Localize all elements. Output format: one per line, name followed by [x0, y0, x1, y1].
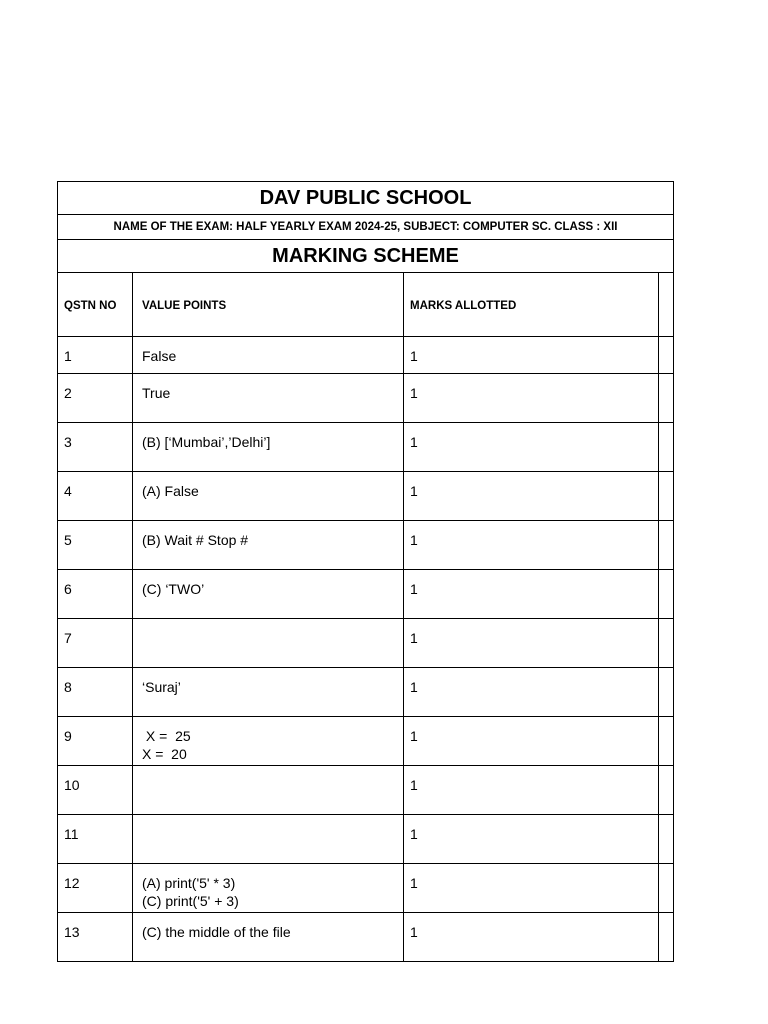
- marks-allotted: 1: [410, 348, 418, 364]
- marks-allotted: 1: [410, 385, 418, 401]
- marks-allotted: 1: [410, 875, 418, 891]
- table-row: [58, 668, 673, 717]
- school-name: DAV PUBLIC SCHOOL: [57, 181, 674, 215]
- marks-allotted: 1: [410, 532, 418, 548]
- marks-allotted: 1: [410, 777, 418, 793]
- question-number: 5: [64, 532, 72, 548]
- marks-allotted: 1: [410, 483, 418, 499]
- marking-table: [57, 272, 674, 962]
- table-row: [58, 815, 673, 864]
- table-row: [58, 374, 673, 423]
- value-points: (A) False: [142, 483, 199, 499]
- table-row: [58, 913, 673, 961]
- value-points: True: [142, 385, 171, 401]
- question-number: 7: [64, 630, 72, 646]
- marking-scheme-title: MARKING SCHEME: [57, 239, 674, 273]
- column-header-marks-allotted: MARKS ALLOTTED: [410, 300, 517, 312]
- question-number: 12: [64, 875, 80, 891]
- marks-allotted: 1: [410, 728, 418, 744]
- table-row: [58, 619, 673, 668]
- marks-allotted: 1: [410, 679, 418, 695]
- question-number: 3: [64, 434, 72, 450]
- value-points: (C) ‘TWO’: [142, 581, 205, 597]
- value-points: (C) the middle of the file: [142, 924, 291, 940]
- table-row: [58, 472, 673, 521]
- question-number: 2: [64, 385, 72, 401]
- table-row: [58, 337, 673, 374]
- value-points: ‘Suraj’: [142, 679, 181, 695]
- column-header-value-points: VALUE POINTS: [142, 300, 227, 312]
- table-row: [58, 521, 673, 570]
- exam-details: NAME OF THE EXAM: HALF YEARLY EXAM 2024-25, SUBJECT: COMPUTER SC. CLASS : XII: [57, 214, 674, 240]
- marks-allotted: 1: [410, 924, 418, 940]
- table-row: [58, 864, 673, 913]
- marks-allotted: 1: [410, 581, 418, 597]
- question-number: 10: [64, 777, 80, 793]
- value-points: (B) [‘Mumbai’,’Delhi’]: [142, 434, 271, 450]
- question-number: 11: [64, 826, 79, 842]
- table-header-row: [58, 273, 673, 337]
- value-points: (A) print('5' * 3) (C) print('5' + 3): [142, 875, 239, 909]
- table-row: [58, 423, 673, 472]
- table-row: [58, 766, 673, 815]
- question-number: 9: [64, 728, 72, 744]
- column-header-qstn-no: QSTN NO: [64, 300, 117, 312]
- question-number: 4: [64, 483, 72, 499]
- question-number: 8: [64, 679, 72, 695]
- value-points: X = 25 X = 20: [142, 728, 191, 762]
- table-row: [58, 570, 673, 619]
- question-number: 1: [64, 348, 72, 364]
- marks-allotted: 1: [410, 434, 418, 450]
- marks-allotted: 1: [410, 630, 418, 646]
- value-points: False: [142, 348, 177, 364]
- question-number: 6: [64, 581, 72, 597]
- table-row: [58, 717, 673, 766]
- value-points: (B) Wait # Stop #: [142, 532, 249, 548]
- question-number: 13: [64, 924, 80, 940]
- marks-allotted: 1: [410, 826, 418, 842]
